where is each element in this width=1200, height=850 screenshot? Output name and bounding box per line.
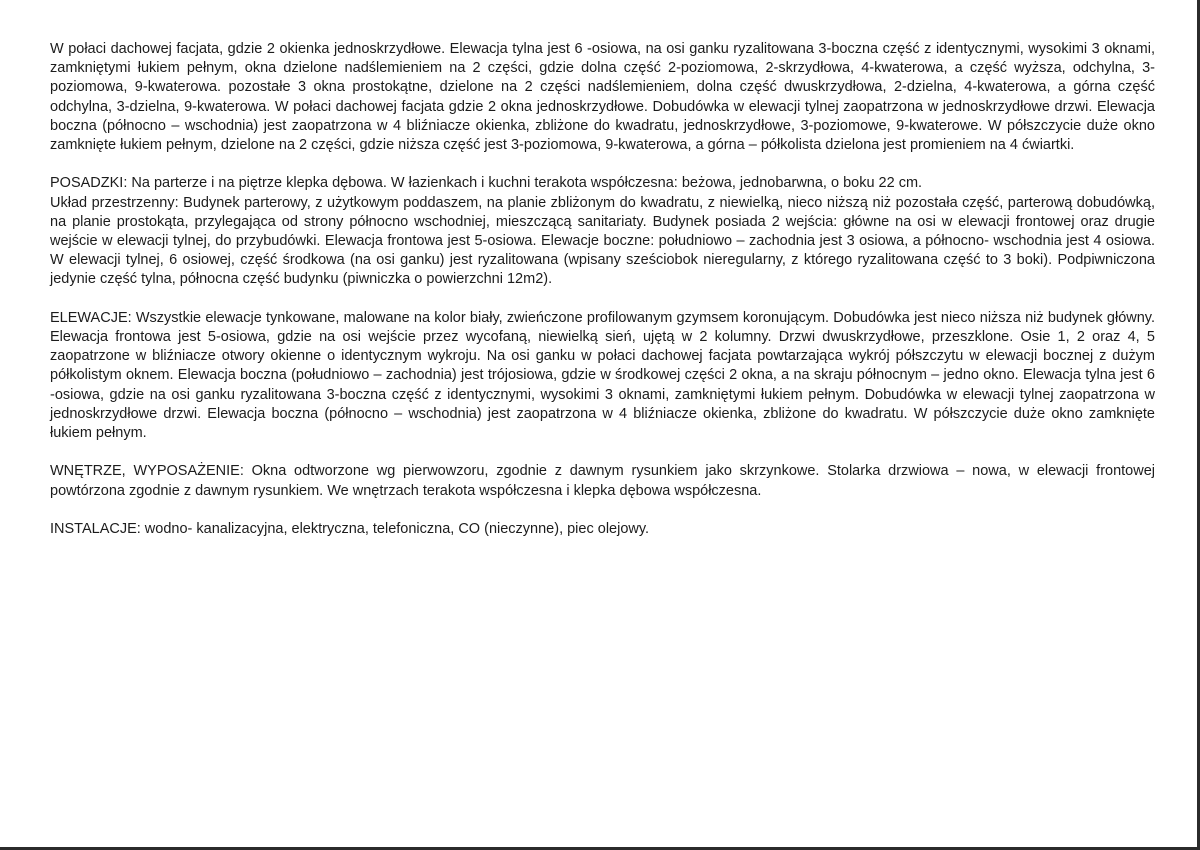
paragraph-installations: INSTALACJE: wodno- kanalizacyjna, elektryczna, telefoniczna, CO (nieczynne), piec olejowy. (50, 521, 650, 538)
document-body (50, 40, 1155, 558)
paragraph-interior-equipment: WNĘTRZE, WYPOSAŻENIE: Okna odtworzone wg pierwowzoru, zgodnie z dawnym rysunkiem jako skrzynkowe. Stolarka drzwiowa – nowa, w elewacji frontowej powtórzona zgodnie z dawnym rysunkiem. We wnętrzach terakota współczesna i klepka dębowa współczesna. (50, 463, 1155, 499)
paragraph-rear-elevation-details: W połaci dachowej facjata, gdzie 2 okienka jednoskrzydłowe. Elewacja tylna jest 6 -osiowa, na osi ganku ryzalitowana 3-boczna część z identycznymi, wysokimi 3 oknami, zamkniętymi łukiem pełnym, okna dzielone nadślemieniem na 2 części, gdzie dolna część 2-poziomowa, 2-skrzydłowa, 4-kwaterowa, a część wyższa, odchylna, 3-poziomowa, 9-kwaterowa. pozostałe 3 okna prostokątne, dzielone na 2 części nadślemieniem, dolna część dwuskrzydłowa, 2-dzielna, 4-kwaterowa, a górna część odchylna, 3-dzielna, 9-kwaterowa. W połaci dachowej facjata gdzie 2 okna jednoskrzydłowe. Dobudówka w elewacji tylnej zaopatrzona w jednoskrzydłowe drzwi. Elewacja boczna (północno – wschodnia) jest zaopatrzona w 4 bliźniacze okienka, zbliżone do kwadratu, jednoskrzydłowe, 3-poziomowe, 9-kwaterowe. W półszczycie duże okno zamknięte łukiem pełnym, dzielone na 2 części, gdzie niższa część jest 3-poziomowa, 9-kwaterowa, a górna – półkolista dzielona jest promieniem na 4 ćwiartki. (50, 41, 1155, 154)
paragraph-spatial-layout: Układ przestrzenny: Budynek parterowy, z użytkowym poddaszem, na planie zbliżonym do kwadratu, z niewielką, nieco niższą niż pozostała część, parterową dobudówką, na planie prostokąta, przylegająca od strony północno wschodniej, mieszczącą sanitariaty. Budynek posiada 2 wejścia: główne na osi w elewacji frontowej oraz drugie wejście w elewacji tylnej, do przybudówki. Elewacja frontowa jest 5-osiowa. Elewacje boczne: południowo – zachodnia jest 3 osiowa, a północno- wschodnia jest 4 osiowa. W elewacji tylnej, 6 osiowej, część środkowa (na osi ganku) jest ryzalitowana (wpisany sześciobok nieregularny, z którego ryzalitowana część to 3 boki). Podpiwniczona jedynie część tylna, północna część budynku (piwniczka o powierzchni 12m2). (50, 194, 1155, 288)
paragraph-elevations: ELEWACJE: Wszystkie elewacje tynkowane, malowane na kolor biały, zwieńczone profilowanym gzymsem koronującym. Dobudówka jest nieco niższa niż budynek główny. Elewacja frontowa jest 5-osiowa, gdzie na osi wejście przez wycofaną, niewielką sień, ujętą w 2 kolumny. Drzwi dwuskrzydłowe, przeszklone. Osie 1, 2 oraz 4, 5 zaopatrzone w bliźniacze otwory okienne o identycznym wykroju. Na osi ganku w połaci dachowej facjata powtarzająca wykrój półszczytu w elewacji bocznej z dużym półkolistym oknem. Elewacja boczna (południowo – zachodnia) jest trójosiowa, gdzie w środkowej części 2 okna, a na skraju północnym – jedno okno. Elewacja tylna jest 6 -osiowa, gdzie na osi ganku ryzalitowana 3-boczna część z identycznymi, wysokimi 3 oknami, zamkniętymi łukiem pełnym. Dobudówka w elewacji tylnej zaopatrzona w jednoskrzydłowe drzwi. Elewacja boczna (północno – wschodnia) jest zaopatrzona w 4 bliźniacze okienka, zbliżone do kwadratu. W półszczycie duże okno zamknięte łukiem pełnym. (50, 309, 1155, 442)
paragraph-floors: POSADZKI: Na parterze i na piętrze klepka dębowa. W łazienkach i kuchni terakota współczesna: beżowa, jednobarwna, o boku 22 cm. (50, 175, 923, 192)
